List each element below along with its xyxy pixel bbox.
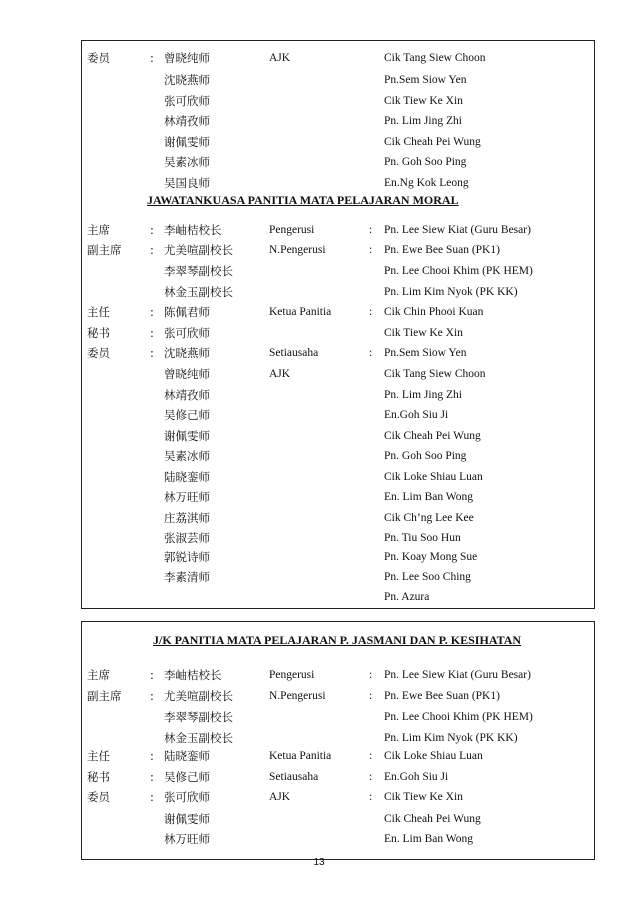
romanized-name: En.Goh Siu Ji bbox=[384, 771, 449, 783]
chinese-name: 谢佩雯师 bbox=[164, 135, 210, 149]
role-colon: : bbox=[150, 689, 154, 703]
romanized-name: Pn. Goh Soo Ping bbox=[384, 450, 467, 462]
romanized-name: Pn. Lee Siew Kiat (Guru Besar) bbox=[384, 224, 531, 236]
malay-role-colon: : bbox=[369, 791, 373, 803]
role-label: 委员 bbox=[87, 51, 110, 65]
romanized-name: Pn. Ewe Bee Suan (PK1) bbox=[384, 244, 500, 256]
page-number: 13 bbox=[313, 857, 325, 868]
romanized-name: Cik Tiew Ke Xin bbox=[384, 791, 463, 803]
romanized-name: En. Lim Ban Wong bbox=[384, 491, 473, 503]
malay-role: Ketua Panitia bbox=[269, 750, 332, 762]
role-label: 副主席 bbox=[87, 243, 122, 257]
romanized-name: Cik Ch’ng Lee Kee bbox=[384, 512, 474, 524]
chinese-name: 李翠琴副校长 bbox=[164, 710, 233, 724]
chinese-name: 吴修己师 bbox=[164, 408, 210, 422]
romanized-name: Pn. Ewe Bee Suan (PK1) bbox=[384, 690, 500, 702]
section-2-heading: JAWATANKUASA PANITIA MATA PELAJARAN MORAL bbox=[147, 193, 459, 207]
chinese-name: 张可欣师 bbox=[164, 94, 210, 108]
romanized-name: En.Goh Siu Ji bbox=[384, 409, 449, 421]
romanized-name: Pn. Lim Jing Zhi bbox=[384, 389, 462, 401]
romanized-name: Cik Tiew Ke Xin bbox=[384, 95, 463, 107]
chinese-name: 李素清师 bbox=[164, 570, 210, 584]
role-colon: : bbox=[150, 770, 154, 784]
chinese-name: 陈佩君师 bbox=[164, 305, 210, 319]
role-colon: : bbox=[150, 749, 154, 763]
romanized-name: Cik Loke Shiau Luan bbox=[384, 471, 483, 483]
romanized-name: Pn.Sem Siow Yen bbox=[384, 347, 467, 359]
role-label: 主任 bbox=[87, 749, 110, 763]
chinese-name: 庄荔淇师 bbox=[164, 511, 210, 525]
romanized-name: Cik Cheah Pei Wung bbox=[384, 813, 481, 825]
malay-role: Ketua Panitia bbox=[269, 306, 332, 318]
chinese-name: 林万旺师 bbox=[164, 490, 210, 504]
romanized-name: Pn. Azura bbox=[384, 591, 430, 603]
role-label: 主席 bbox=[87, 223, 110, 237]
chinese-name: 林金玉副校长 bbox=[164, 285, 233, 299]
chinese-name: 李岫桔校长 bbox=[164, 223, 222, 237]
role-colon: : bbox=[150, 243, 154, 257]
role-colon: : bbox=[150, 51, 154, 65]
malay-role: Pengerusi bbox=[269, 224, 315, 236]
chinese-name: 李岫桔校长 bbox=[164, 668, 222, 682]
committee-box-1 bbox=[81, 40, 595, 609]
role-colon: : bbox=[150, 790, 154, 804]
romanized-name: Cik Tang Siew Choon bbox=[384, 52, 486, 64]
malay-role: N.Pengerusi bbox=[269, 244, 326, 256]
romanized-name: Pn. Tiu Soo Hun bbox=[384, 532, 461, 544]
chinese-name: 谢佩雯师 bbox=[164, 429, 210, 443]
malay-role: AJK bbox=[269, 52, 291, 64]
romanized-name: Pn. Lee Siew Kiat (Guru Besar) bbox=[384, 669, 531, 681]
role-label: 秘书 bbox=[87, 326, 110, 340]
chinese-name: 谢佩雯师 bbox=[164, 812, 210, 826]
chinese-name: 吴修己师 bbox=[164, 770, 210, 784]
role-colon: : bbox=[150, 305, 154, 319]
chinese-name: 郭锐诗师 bbox=[164, 550, 210, 564]
chinese-name: 沈晓燕师 bbox=[164, 73, 210, 87]
malay-role: AJK bbox=[269, 791, 291, 803]
chinese-name: 张可欣师 bbox=[164, 326, 210, 340]
malay-role: AJK bbox=[269, 368, 291, 380]
romanized-name: Pn. Lee Soo Ching bbox=[384, 571, 471, 583]
romanized-name: Pn. Lee Chooi Khim (PK HEM) bbox=[384, 265, 533, 277]
romanized-name: Pn.Sem Siow Yen bbox=[384, 74, 467, 86]
role-colon: : bbox=[150, 223, 154, 237]
malay-role-colon: : bbox=[369, 750, 373, 762]
romanized-name: Cik Chin Phooi Kuan bbox=[384, 306, 484, 318]
role-label: 委员 bbox=[87, 790, 110, 804]
malay-role-colon: : bbox=[369, 306, 373, 318]
chinese-name: 曾晓纯师 bbox=[164, 51, 210, 65]
role-colon: : bbox=[150, 346, 154, 360]
chinese-name: 林靖孜师 bbox=[164, 388, 210, 402]
chinese-name: 吴国良师 bbox=[164, 176, 210, 190]
romanized-name: Cik Cheah Pei Wung bbox=[384, 136, 481, 148]
romanized-name: Cik Loke Shiau Luan bbox=[384, 750, 483, 762]
chinese-name: 吴素冰师 bbox=[164, 449, 210, 463]
romanized-name: En.Ng Kok Leong bbox=[384, 177, 469, 189]
romanized-name: Pn. Lee Chooi Khim (PK HEM) bbox=[384, 711, 533, 723]
romanized-name: Pn. Koay Mong Sue bbox=[384, 551, 478, 563]
romanized-name: Cik Tiew Ke Xin bbox=[384, 327, 463, 339]
romanized-name: Cik Cheah Pei Wung bbox=[384, 430, 481, 442]
chinese-name: 林万旺师 bbox=[164, 832, 210, 846]
chinese-name: 曾晓纯师 bbox=[164, 367, 210, 381]
chinese-name: 张可欣师 bbox=[164, 790, 210, 804]
role-label: 秘书 bbox=[87, 770, 110, 784]
role-label: 副主席 bbox=[87, 689, 122, 703]
chinese-name: 吴素冰师 bbox=[164, 155, 210, 169]
malay-role: N.Pengerusi bbox=[269, 690, 326, 702]
chinese-name: 林金玉副校长 bbox=[164, 731, 233, 745]
section-3-heading: J/K PANITIA MATA PELAJARAN P. JASMANI DAN P. KESIHATAN bbox=[153, 633, 522, 647]
malay-role-colon: : bbox=[369, 244, 373, 256]
malay-role-colon: : bbox=[369, 347, 373, 359]
role-label: 主席 bbox=[87, 668, 110, 682]
malay-role: Setiausaha bbox=[269, 347, 319, 359]
romanized-name: En. Lim Ban Wong bbox=[384, 833, 473, 845]
malay-role: Setiausaha bbox=[269, 771, 319, 783]
chinese-name: 张淑芸师 bbox=[164, 531, 210, 545]
chinese-name: 陆晓銮师 bbox=[164, 470, 210, 484]
malay-role-colon: : bbox=[369, 224, 373, 236]
malay-role-colon: : bbox=[369, 690, 373, 702]
role-label: 主任 bbox=[87, 305, 110, 319]
role-colon: : bbox=[150, 326, 154, 340]
chinese-name: 林靖孜师 bbox=[164, 114, 210, 128]
chinese-name: 尤美喧副校长 bbox=[164, 689, 233, 703]
role-label: 委员 bbox=[87, 346, 110, 360]
malay-role-colon: : bbox=[369, 669, 373, 681]
romanized-name: Cik Tang Siew Choon bbox=[384, 368, 486, 380]
malay-role: Pengerusi bbox=[269, 669, 315, 681]
malay-role-colon: : bbox=[369, 771, 373, 783]
chinese-name: 尤美喧副校长 bbox=[164, 243, 233, 257]
romanized-name: Pn. Lim Jing Zhi bbox=[384, 115, 462, 127]
chinese-name: 李翠琴副校长 bbox=[164, 264, 233, 278]
chinese-name: 陆晓銮师 bbox=[164, 749, 210, 763]
romanized-name: Pn. Goh Soo Ping bbox=[384, 156, 467, 168]
romanized-name: Pn. Lim Kim Nyok (PK KK) bbox=[384, 732, 518, 744]
romanized-name: Pn. Lim Kim Nyok (PK KK) bbox=[384, 286, 518, 298]
role-colon: : bbox=[150, 668, 154, 682]
chinese-name: 沈晓燕师 bbox=[164, 346, 210, 360]
